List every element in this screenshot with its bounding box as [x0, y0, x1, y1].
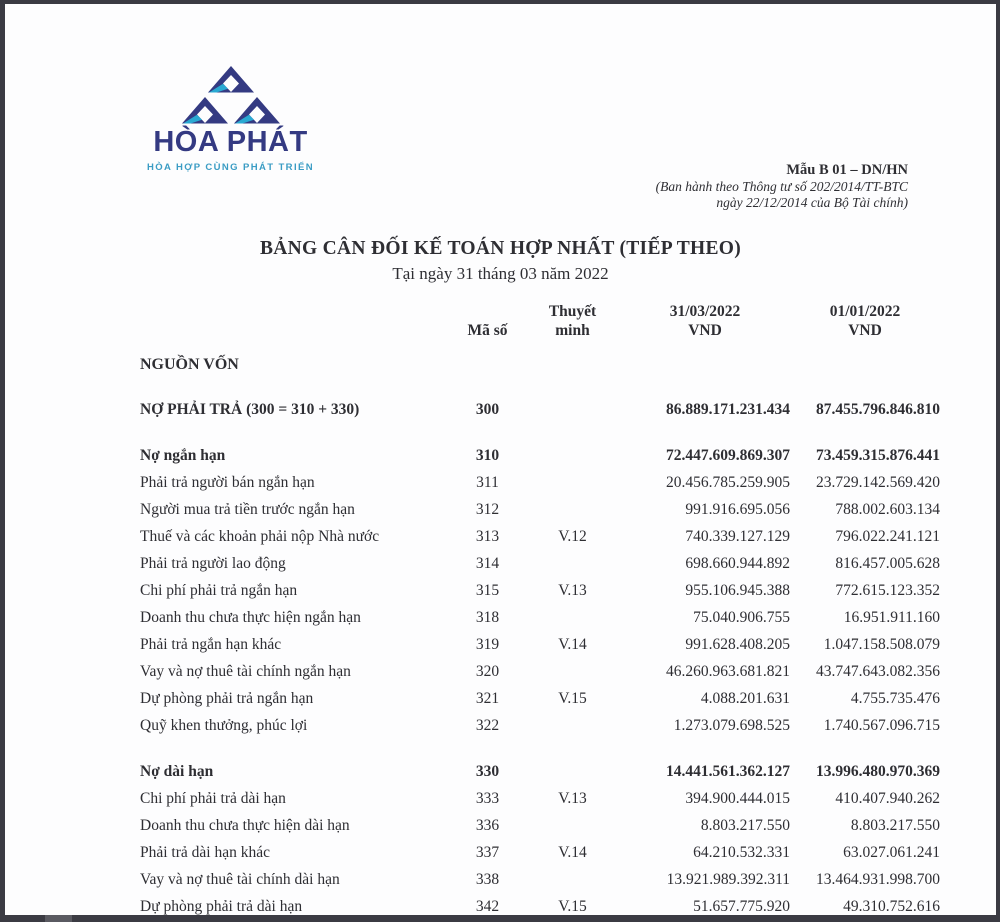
- row-label: Quỹ khen thưởng, phúc lợi: [140, 717, 308, 734]
- row-value-current: 72.447.609.869.307: [666, 447, 790, 464]
- document-page: [5, 4, 996, 915]
- table-row: [140, 712, 940, 739]
- row-note: [525, 604, 620, 631]
- row-note: [525, 496, 620, 523]
- row-value-prior: 788.002.603.134: [835, 501, 940, 518]
- form-reference: [656, 162, 908, 211]
- row-label: Phải trả người bán ngắn hạn: [140, 474, 315, 491]
- row-value-current: 991.916.695.056: [685, 501, 790, 518]
- table-row: [140, 658, 940, 685]
- row-value-prior: 1.740.567.096.715: [823, 717, 940, 734]
- header-thuyet-minh: Thuyết minh: [548, 303, 597, 339]
- balance-sheet-table: [140, 302, 940, 920]
- row-note: [525, 442, 620, 469]
- row-value-prior: 63.027.061.241: [843, 844, 940, 861]
- form-note-line2: ngày 22/12/2014 của Bộ Tài chính): [716, 195, 908, 211]
- row-code: 300: [475, 401, 500, 418]
- row-label: Dự phòng phải trả ngắn hạn: [140, 690, 314, 707]
- row-label: Thuế và các khoản phải nộp Nhà nước: [140, 528, 380, 545]
- row-label: Chi phí phải trả dài hạn: [140, 790, 286, 807]
- table-row: [140, 893, 940, 920]
- row-code: 330: [475, 763, 500, 780]
- row-value-current: 8.803.217.550: [700, 817, 790, 834]
- row-value-prior: 43.747.643.082.356: [816, 663, 940, 680]
- row-note: V.13: [558, 790, 587, 807]
- row-label: Nợ dài hạn: [140, 763, 214, 780]
- table-row: [140, 839, 940, 866]
- logo-tagline: HÒA HỢP CÙNG PHÁT TRIỂN: [147, 162, 314, 173]
- row-label: Phải trả ngắn hạn khác: [140, 636, 282, 653]
- row-value-prior: 772.615.123.352: [835, 582, 940, 599]
- row-note: [525, 550, 620, 577]
- table-row: [140, 758, 940, 785]
- row-code: 319: [475, 636, 500, 653]
- row-label: NỢ PHẢI TRẢ (300 = 310 + 330): [140, 401, 360, 418]
- row-value-current: 75.040.906.755: [693, 609, 790, 626]
- row-code: 318: [475, 609, 500, 626]
- row-note: V.14: [558, 844, 587, 861]
- row-value-prior: 4.755.735.476: [850, 690, 940, 707]
- row-note: [525, 658, 620, 685]
- page-title: BẢNG CÂN ĐỐI KẾ TOÁN HỢP NHẤT (TIẾP THEO): [259, 238, 742, 259]
- table-header-row: [140, 302, 940, 340]
- row-value-current: 51.657.775.920: [693, 898, 790, 915]
- table-row: [140, 523, 940, 550]
- row-code: 322: [475, 717, 500, 734]
- table-row: [140, 866, 940, 893]
- table-row: [140, 785, 940, 812]
- row-note: [525, 712, 620, 739]
- row-code: 342: [475, 898, 500, 915]
- row-code: 336: [475, 817, 500, 834]
- hoaphat-logo: [143, 66, 318, 173]
- row-code: 314: [475, 555, 500, 572]
- row-value-current: 13.921.989.392.311: [666, 871, 790, 888]
- page-subtitle: Tại ngày 31 tháng 03 năm 2022: [392, 264, 609, 283]
- row-value-prior: 410.407.940.262: [835, 790, 940, 807]
- row-label: Người mua trả tiền trước ngắn hạn: [140, 501, 355, 518]
- form-code: Mẫu B 01 – DN/HN: [786, 162, 908, 178]
- row-note: V.15: [558, 690, 587, 707]
- header-spacer: [140, 302, 450, 340]
- row-value-current: 955.106.945.388: [685, 582, 790, 599]
- header-ma-so: Mã số: [467, 322, 508, 339]
- form-note-line1: (Ban hành theo Thông tư số 202/2014/TT-BTC: [655, 179, 908, 195]
- row-value-prior: 49.310.752.616: [843, 898, 940, 915]
- row-code: 315: [475, 582, 500, 599]
- row-label: Phải trả người lao động: [140, 555, 286, 572]
- row-code: 312: [475, 501, 500, 518]
- row-code: 321: [475, 690, 500, 707]
- row-note: [525, 866, 620, 893]
- row-value-prior: 13.996.480.970.369: [816, 763, 940, 780]
- row-code: 337: [475, 844, 500, 861]
- row-label: Dự phòng phải trả dài hạn: [140, 898, 303, 915]
- row-value-current: 64.210.532.331: [693, 844, 790, 861]
- row-label: Chi phí phải trả ngắn hạn: [140, 582, 298, 599]
- row-note: V.13: [558, 582, 587, 599]
- table-row: [140, 604, 940, 631]
- row-value-prior: 23.729.142.569.420: [816, 474, 940, 491]
- row-value-current: 14.441.561.362.127: [666, 763, 790, 780]
- row-value-prior: 8.803.217.550: [850, 817, 940, 834]
- row-code: 333: [475, 790, 500, 807]
- section-label-nguon-von: NGUỒN VỐN: [140, 356, 239, 373]
- row-note: V.14: [558, 636, 587, 653]
- row-note: [525, 469, 620, 496]
- row-note: [525, 396, 620, 423]
- row-value-current: 46.260.963.681.821: [666, 663, 790, 680]
- row-value-current: 1.273.079.698.525: [673, 717, 790, 734]
- table-row: [140, 550, 940, 577]
- table-row: [140, 577, 940, 604]
- hoaphat-triangles-icon: [182, 66, 280, 124]
- row-code: 313: [475, 528, 500, 545]
- row-label: Phải trả dài hạn khác: [140, 844, 270, 861]
- row-value-prior: 16.951.911.160: [843, 609, 940, 626]
- row-value-current: 4.088.201.631: [700, 690, 790, 707]
- row-label: Nợ ngắn hạn: [140, 447, 226, 464]
- row-note: V.12: [558, 528, 587, 545]
- row-code: 310: [475, 447, 500, 464]
- table-row: [140, 496, 940, 523]
- row-value-current: 86.889.171.231.434: [666, 401, 790, 418]
- row-code: 338: [475, 871, 500, 888]
- table-row: [140, 685, 940, 712]
- table-body: [140, 396, 940, 920]
- row-value-prior: 816.457.005.628: [835, 555, 940, 572]
- table-row: [140, 442, 940, 469]
- table-row: [140, 812, 940, 839]
- header-col-prior: 01/01/2022 VND: [829, 303, 901, 339]
- row-label: Vay và nợ thuê tài chính ngắn hạn: [140, 663, 351, 680]
- row-note: [525, 812, 620, 839]
- header-col-current: 31/03/2022 VND: [669, 303, 741, 339]
- row-value-current: 991.628.408.205: [685, 636, 790, 653]
- row-value-prior: 1.047.158.508.079: [823, 636, 940, 653]
- row-note: V.15: [558, 898, 587, 915]
- table-row: [140, 396, 940, 423]
- row-value-current: 740.339.127.129: [685, 528, 790, 545]
- row-label: Doanh thu chưa thực hiện ngắn hạn: [140, 609, 361, 626]
- row-value-prior: 73.459.315.876.441: [816, 447, 940, 464]
- row-note: [525, 758, 620, 785]
- row-value-prior: 13.464.931.998.700: [816, 871, 940, 888]
- row-label: Vay và nợ thuê tài chính dài hạn: [140, 871, 340, 888]
- table-row: [140, 631, 940, 658]
- row-value-current: 20.456.785.259.905: [666, 474, 790, 491]
- row-value-prior: 87.455.796.846.810: [816, 401, 940, 418]
- table-row: [140, 469, 940, 496]
- row-code: 311: [476, 474, 499, 491]
- row-label: Doanh thu chưa thực hiện dài hạn: [140, 817, 350, 834]
- row-value-current: 394.900.444.015: [685, 790, 790, 807]
- row-code: 320: [475, 663, 500, 680]
- row-value-prior: 796.022.241.121: [835, 528, 940, 545]
- row-value-current: 698.660.944.892: [685, 555, 790, 572]
- logo-wordmark: HÒA PHÁT: [153, 126, 308, 158]
- horizontal-scrollbar-thumb[interactable]: [45, 915, 72, 922]
